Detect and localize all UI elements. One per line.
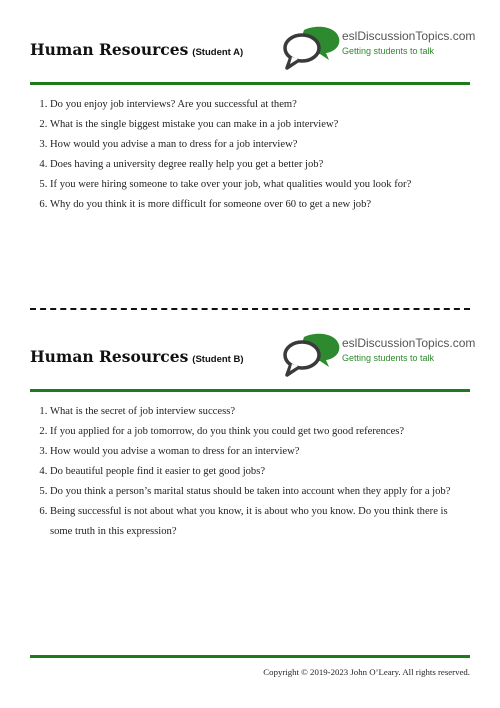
header-rule (30, 389, 470, 392)
student-b-question-list (30, 402, 470, 542)
list-item: 5. If you were hiring someone to take over your job, what qualities would you look for? (50, 175, 470, 195)
footer-rule (30, 655, 470, 658)
speech-bubbles-icon (282, 26, 342, 72)
student-a-title-text: Human Resources (30, 40, 189, 59)
site-tagline: Getting students to talk (342, 353, 435, 363)
student-b-section (30, 336, 476, 542)
list-item: 3. How would you advise a man to dress for a job interview? (50, 135, 470, 155)
student-a-subtitle: (Student A) (192, 47, 244, 58)
site-name: eslDiscussionTopics.com (342, 29, 476, 43)
list-item: 3. How would you advise a woman to dress for an interview? (50, 442, 470, 462)
student-b-title-text: Human Resources (30, 347, 189, 366)
list-item: 4. Do beautiful people find it easier to get good jobs? (50, 462, 470, 482)
site-logo-b (282, 333, 476, 383)
student-b-header (30, 336, 476, 389)
student-a-question-list (30, 95, 470, 215)
copyright-text: Copyright © 2019-2023 John O’Leary. All rights reserved. (263, 667, 470, 677)
list-item: 2. What is the single biggest mistake you can make in a job interview? (50, 115, 470, 135)
list-item: 1. What is the secret of job interview success? (50, 402, 470, 422)
speech-bubbles-icon (282, 333, 342, 379)
student-a-header (30, 29, 476, 82)
cut-line (30, 308, 470, 310)
student-a-title (30, 40, 243, 59)
site-tagline: Getting students to talk (342, 46, 435, 56)
list-item: 5. Do you think a person’s marital status should be taken into account when they apply for a job? (50, 482, 470, 502)
list-item: 1. Do you enjoy job interviews? Are you successful at them? (50, 95, 470, 115)
header-rule (30, 82, 470, 85)
list-item: 4. Does having a university degree really help you get a better job? (50, 155, 470, 175)
student-b-title (30, 347, 243, 366)
site-name: eslDiscussionTopics.com (342, 336, 476, 350)
list-item: 6. Being successful is not about what you know, it is about who you know. Do you think there is some truth in this expression? (50, 502, 470, 542)
student-a-section (30, 29, 476, 215)
student-b-subtitle: (Student B) (192, 354, 244, 365)
list-item: 2. If you applied for a job tomorrow, do you think you could get two good references? (50, 422, 470, 442)
list-item: 6. Why do you think it is more difficult for someone over 60 to get a new job? (50, 195, 470, 215)
site-logo-a (282, 26, 476, 76)
